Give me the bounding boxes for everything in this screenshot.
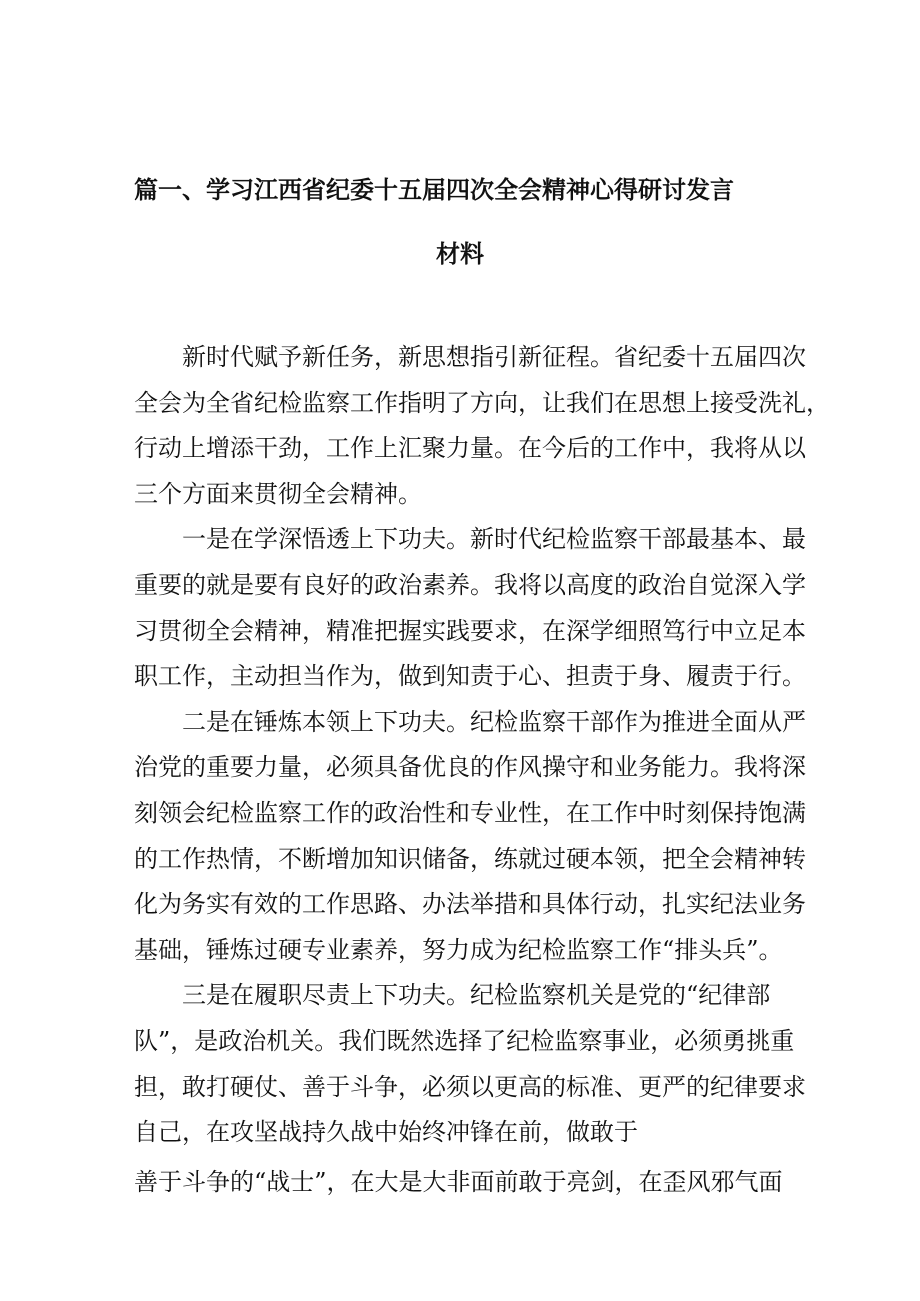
paragraph-line: 重要的就是要有良好的政治素养。我将以高度的政治自觉深入学 bbox=[134, 570, 806, 599]
paragraph-line: 基础，锤炼过硬专业素养，努力成为纪检监察工作“排头兵”。 bbox=[134, 935, 783, 964]
document-body bbox=[134, 335, 830, 1156]
paragraph-line: 二是在锤炼本领上下功夫。纪检监察干部作为推进全面从严 bbox=[182, 707, 806, 736]
paragraph-line: 一是在学深悟透上下功夫。新时代纪检监察干部最基本、最 bbox=[182, 525, 806, 554]
paragraph-line: 担，敢打硬仗、善于斗争，必须以更高的标准、更严的纪律要求 bbox=[134, 1072, 806, 1101]
paragraph-line: 习贯彻全会精神，精准把握实践要求，在深学细照笃行中立足本 bbox=[134, 616, 806, 645]
paragraph-line: 行动上增添干劲，工作上汇聚力量。在今后的工作中，我将从以 bbox=[134, 434, 806, 463]
paragraph-line: 化为务实有效的工作思路、办法举措和具体行动，扎实纪法业务 bbox=[134, 890, 806, 919]
next-page-line: 善于斗争的“战士”，在大是大非面前敢于亮剑，在歪风邪气面 bbox=[134, 1168, 783, 1196]
paragraph-line: 三是在履职尽责上下功夫。纪检监察机关是党的“纪律部 bbox=[182, 981, 771, 1010]
paragraph-line: 队”，是政治机关。我们既然选择了纪检监察事业，必须勇挑重 bbox=[134, 1026, 795, 1055]
paragraph-line: 的工作热情，不断增加知识储备，练就过硬本领，把全会精神转 bbox=[134, 844, 806, 873]
paragraph-line: 职工作，主动担当作为，做到知责于心、担责于身、履责于行。 bbox=[134, 662, 806, 691]
paragraph-line: 刻领会纪检监察工作的政治性和专业性，在工作中时刻保持饱满 bbox=[134, 798, 806, 827]
paragraph-line: 自己，在攻坚战持久战中始终冲锋在前，做敢于 bbox=[134, 1118, 638, 1147]
paragraph-line: 治党的重要力量，必须具备优良的作风操守和业务能力。我将深 bbox=[134, 753, 806, 782]
paragraph-line: 新时代赋予新任务，新思想指引新征程。省纪委十五届四次 bbox=[182, 343, 806, 371]
paragraph-line: 三个方面来贯彻全会精神。 bbox=[134, 479, 422, 508]
paragraph-line: 全会为全省纪检监察工作指明了方向，让我们在思想上接受洗礼， bbox=[134, 388, 830, 417]
document-title: 篇一、学习江西省纪委十五届四次全会精神心得研讨发言 bbox=[134, 175, 734, 204]
document-title-continuation: 材料 bbox=[436, 239, 484, 268]
